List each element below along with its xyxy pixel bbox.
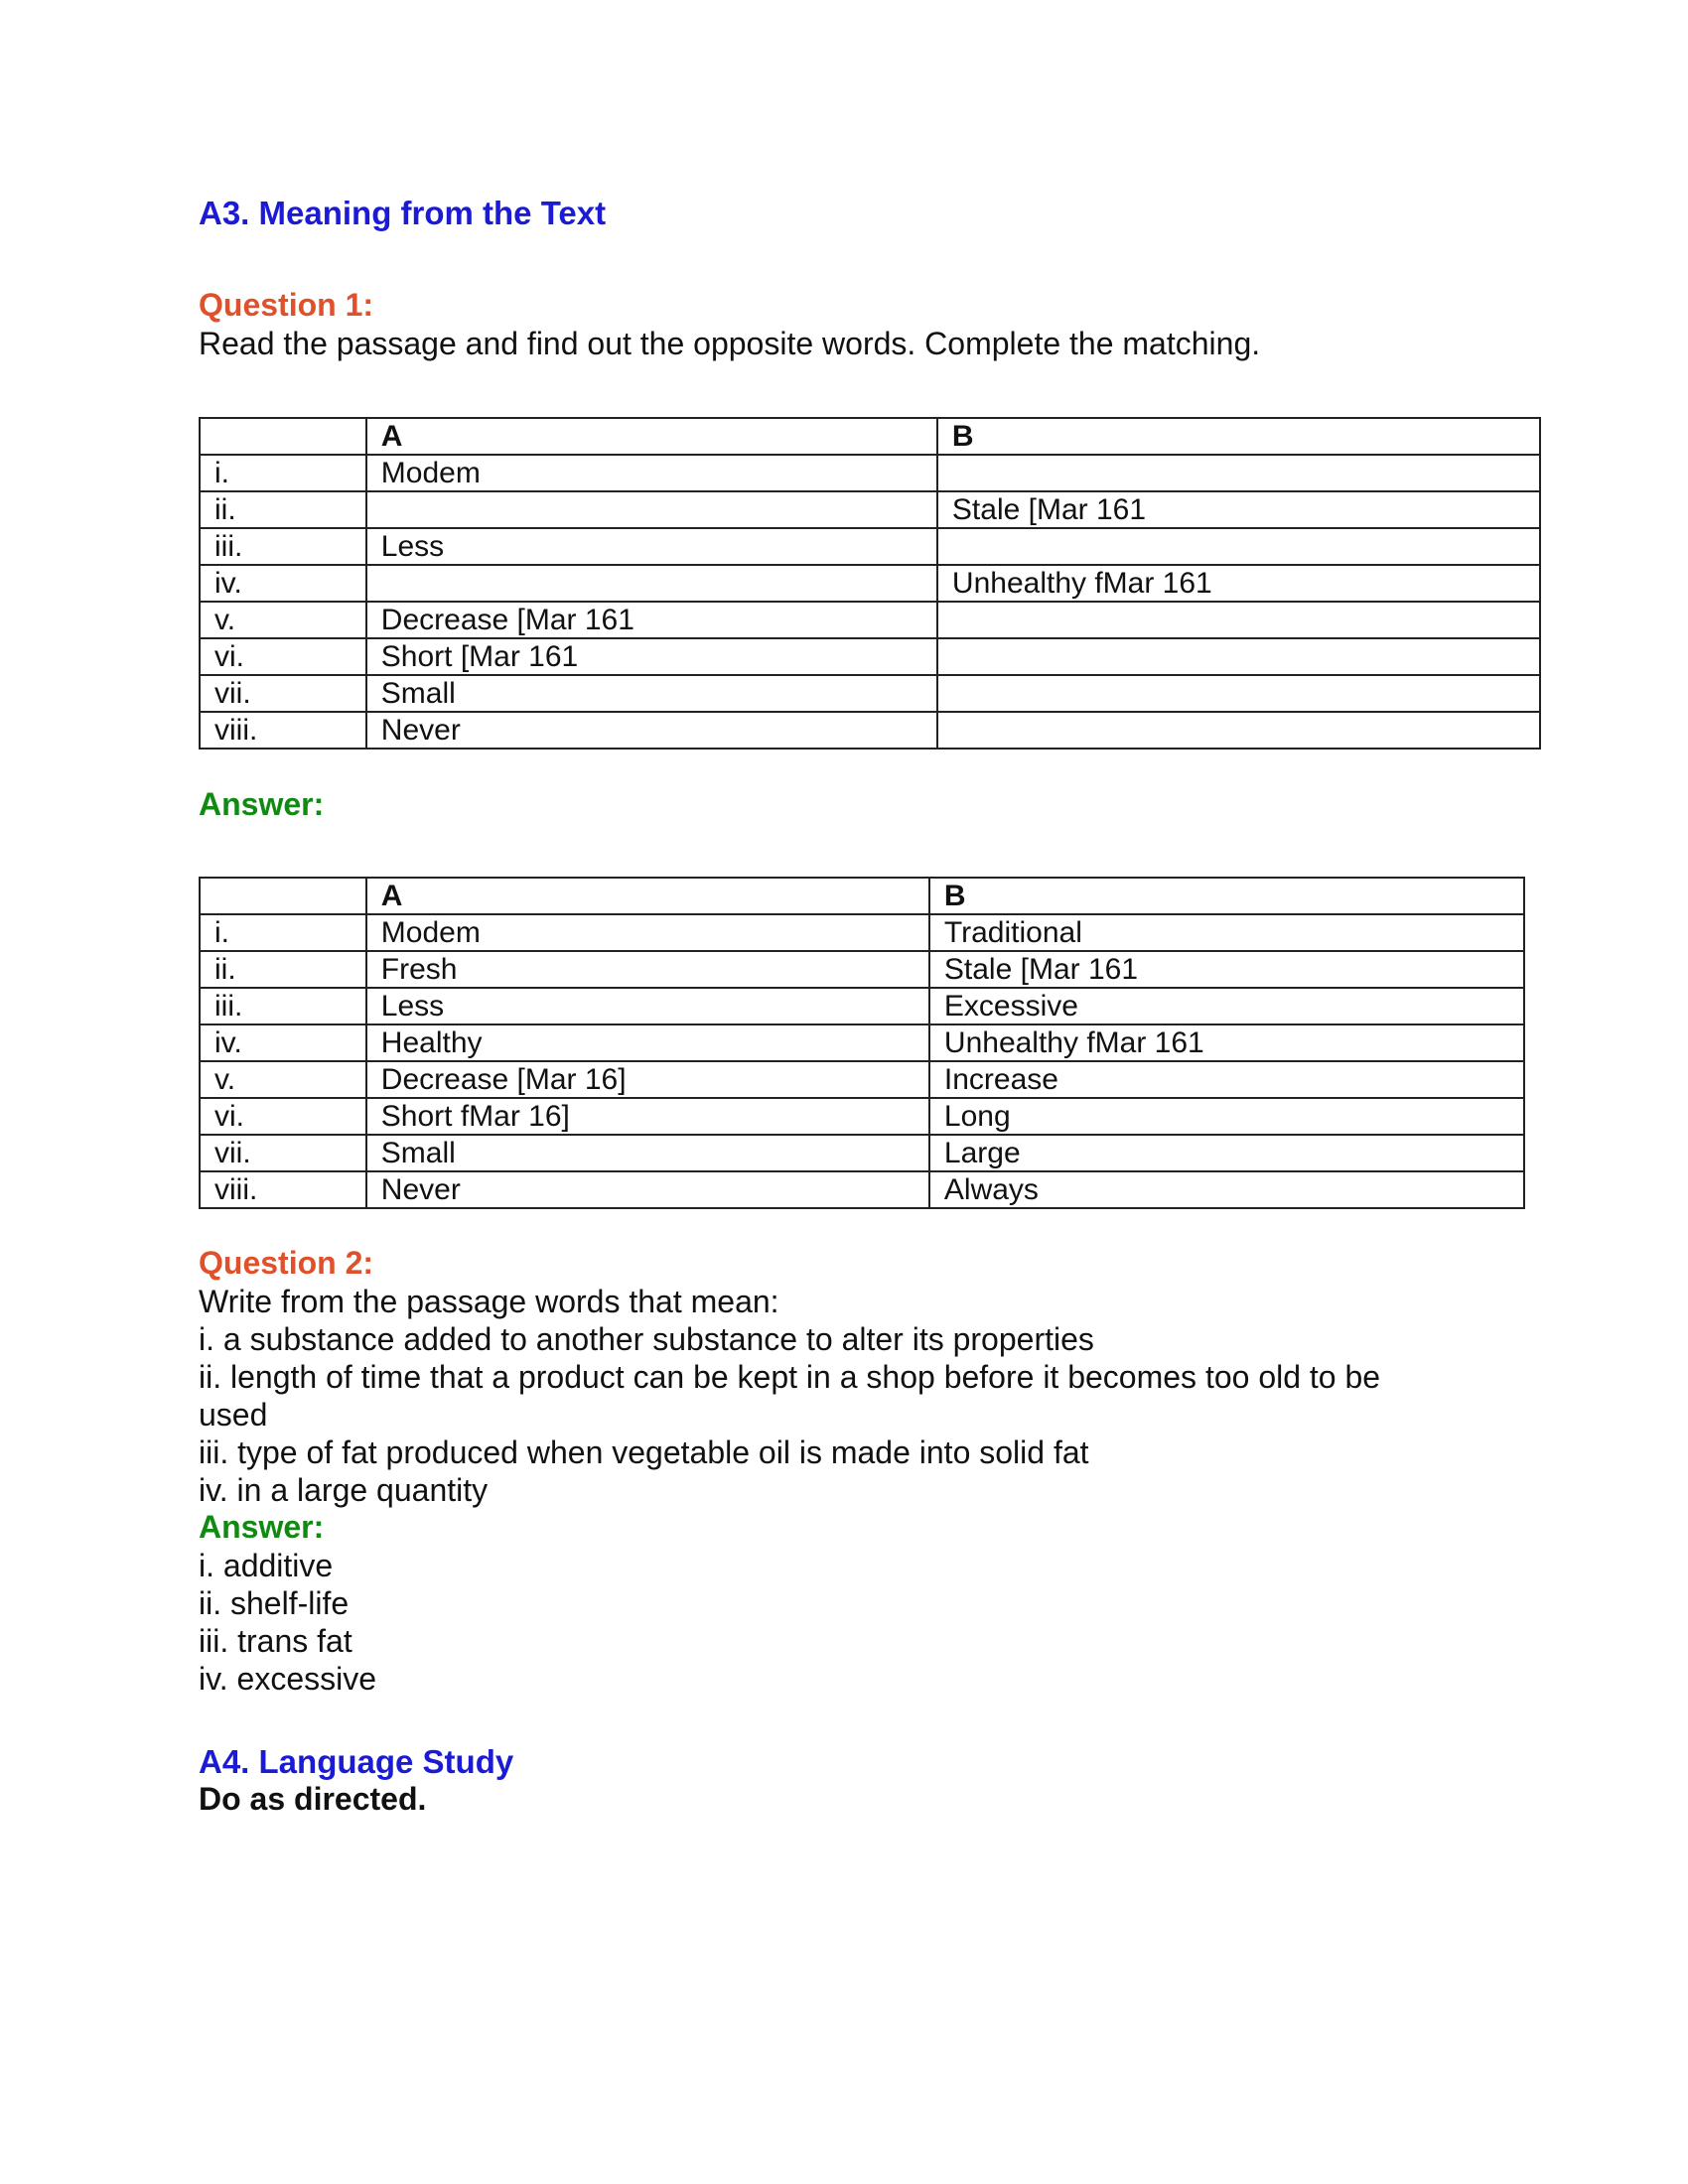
list-item: iii. trans fat <box>199 1623 352 1659</box>
row-number-cell: v. <box>200 602 366 638</box>
row-number-cell: ii. <box>200 951 366 988</box>
row-number-cell: iv. <box>200 565 366 602</box>
section-a4-title: A4. Language Study <box>199 1743 514 1780</box>
row-number-cell: viii. <box>200 712 366 749</box>
question-2-items <box>199 1320 1450 1509</box>
question-1-answer-table <box>199 877 1525 1209</box>
table-row <box>200 638 1540 675</box>
table-row <box>200 951 1524 988</box>
list-item: i. a substance added to another substance to alter its properties <box>199 1321 1094 1357</box>
table-row <box>200 1135 1524 1171</box>
column-a-cell: Modem <box>366 455 937 491</box>
column-b-cell: Unhealthy fMar 161 <box>929 1024 1524 1061</box>
column-b-cell: Large <box>929 1135 1524 1171</box>
column-a-cell <box>366 565 937 602</box>
column-b-cell: Long <box>929 1098 1524 1135</box>
question-2-heading: Question 2: <box>199 1245 374 1281</box>
section-a4-subtitle: Do as directed. <box>199 1781 427 1817</box>
column-a-cell: Short [Mar 161 <box>366 638 937 675</box>
list-item: iv. excessive <box>199 1661 377 1697</box>
table-row <box>200 712 1540 749</box>
column-b-cell: Stale [Mar 161 <box>929 951 1524 988</box>
header-cell-a: A <box>366 878 929 914</box>
column-a-cell: Less <box>366 528 937 565</box>
table-row <box>200 565 1540 602</box>
table-row <box>200 602 1540 638</box>
header-cell-blank <box>200 878 366 914</box>
column-b-cell <box>937 455 1540 491</box>
column-b-cell: Increase <box>929 1061 1524 1098</box>
row-number-cell: vi. <box>200 1098 366 1135</box>
column-b-cell: Stale [Mar 161 <box>937 491 1540 528</box>
section-a3-title: A3. Meaning from the Text <box>199 195 607 231</box>
list-item: iii. type of fat produced when vegetable oil is made into solid fat <box>199 1434 1089 1470</box>
list-item: ii. length of time that a product can be kept in a shop before it becomes too old to be used <box>199 1359 1381 1433</box>
row-number-cell: iii. <box>200 988 366 1024</box>
row-number-cell: vii. <box>200 1135 366 1171</box>
list-item: i. additive <box>199 1548 334 1583</box>
column-a-cell: Never <box>366 1171 929 1208</box>
column-a-cell: Small <box>366 675 937 712</box>
column-b-cell <box>937 638 1540 675</box>
row-number-cell: i. <box>200 914 366 951</box>
question-1-instruction: Read the passage and find out the opposite words. Complete the matching. <box>199 326 1261 361</box>
question-1-heading: Question 1: <box>199 287 374 323</box>
column-a-cell: Decrease [Mar 16] <box>366 1061 929 1098</box>
table-row <box>200 1171 1524 1208</box>
column-b-cell <box>937 602 1540 638</box>
question-2-answer-heading: Answer: <box>199 1509 325 1545</box>
row-number-cell: ii. <box>200 491 366 528</box>
question-2-prompt: Write from the passage words that mean: <box>199 1284 779 1319</box>
header-cell-b: B <box>937 418 1540 455</box>
list-item: iv. in a large quantity <box>199 1472 489 1508</box>
column-b-cell: Excessive <box>929 988 1524 1024</box>
table-row <box>200 1098 1524 1135</box>
question-1-table <box>199 417 1541 750</box>
list-item: ii. shelf-life <box>199 1585 350 1621</box>
row-number-cell: iv. <box>200 1024 366 1061</box>
table-row <box>200 1024 1524 1061</box>
column-a-cell: Healthy <box>366 1024 929 1061</box>
column-a-cell: Less <box>366 988 929 1024</box>
table-row <box>200 528 1540 565</box>
column-a-cell: Decrease [Mar 161 <box>366 602 937 638</box>
column-b-cell <box>937 712 1540 749</box>
question-2-answers <box>199 1547 376 1698</box>
column-b-cell <box>937 528 1540 565</box>
column-b-cell: Traditional <box>929 914 1524 951</box>
column-b-cell: Always <box>929 1171 1524 1208</box>
row-number-cell: i. <box>200 455 366 491</box>
column-a-cell: Small <box>366 1135 929 1171</box>
header-cell-b: B <box>929 878 1524 914</box>
table-header-row <box>200 418 1540 455</box>
row-number-cell: iii. <box>200 528 366 565</box>
table-row <box>200 988 1524 1024</box>
header-cell-a: A <box>366 418 937 455</box>
column-a-cell: Never <box>366 712 937 749</box>
column-b-cell: Unhealthy fMar 161 <box>937 565 1540 602</box>
question-1-answer-heading: Answer: <box>199 786 325 822</box>
column-a-cell: Short fMar 16] <box>366 1098 929 1135</box>
table-header-row <box>200 878 1524 914</box>
header-cell-blank <box>200 418 366 455</box>
table-row <box>200 675 1540 712</box>
row-number-cell: vii. <box>200 675 366 712</box>
table-row <box>200 1061 1524 1098</box>
column-b-cell <box>937 675 1540 712</box>
table-row <box>200 455 1540 491</box>
column-a-cell: Fresh <box>366 951 929 988</box>
column-a-cell: Modem <box>366 914 929 951</box>
row-number-cell: viii. <box>200 1171 366 1208</box>
column-a-cell <box>366 491 937 528</box>
row-number-cell: v. <box>200 1061 366 1098</box>
table-row <box>200 914 1524 951</box>
row-number-cell: vi. <box>200 638 366 675</box>
table-row <box>200 491 1540 528</box>
